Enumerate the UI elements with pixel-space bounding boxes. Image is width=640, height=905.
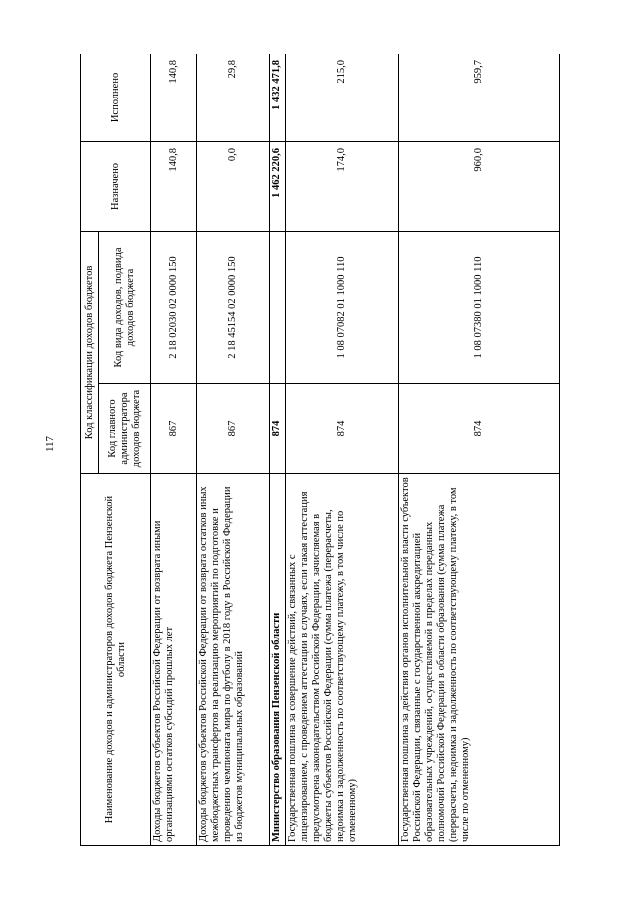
row-income-code: 2 18 45154 02 0000 150	[197, 231, 270, 383]
row-admin-code: 874	[398, 384, 559, 474]
table-row	[197, 54, 270, 846]
row-assigned: 140,8	[151, 141, 197, 231]
row-assigned: 0,0	[197, 141, 270, 231]
row-income-code: 2 18 02030 02 0000 150	[151, 231, 197, 383]
row-name: Государственная пошлина за действия органов исполнительной власти субъектов Российской Федерации, связанные с государственной аккредитацией образовательных учреждений, осуществляемой в пределах переданных полномочий Российской Федерации в области образования (сумма платежа (перерасчеты, недоимка и задолженность по соответствующему платежу, в том числе по отмененному)	[398, 474, 559, 846]
row-assigned: 174,0	[285, 141, 398, 231]
table-row	[398, 54, 559, 846]
row-executed: 215,0	[285, 54, 398, 141]
row-income-code: 1 08 07380 01 1000 110	[398, 231, 559, 383]
row-income-code: 1 08 07082 01 1000 110	[285, 231, 398, 383]
row-admin-code: 874	[269, 384, 285, 474]
row-name: Доходы бюджетов субъектов Российской Федерации от возврата иными организациями остатков субсидий прошлых лет	[151, 474, 197, 846]
row-admin-code: 867	[197, 384, 270, 474]
row-name: Министерство образования Пензенской области	[269, 474, 285, 846]
row-assigned: 960,0	[398, 141, 559, 231]
row-admin-code: 874	[285, 384, 398, 474]
income-table	[80, 54, 560, 846]
header-admin-code: Код главного администратора доходов бюджета	[99, 384, 151, 474]
row-name: Доходы бюджетов субъектов Российской Федерации от возврата остатков иных межбюджетных трансфертов на реализацию мероприятий по подготовке и проведению чемпионата мира по футболу в 2018 году в Российской Федерации из бюджетов муниципальных образований	[197, 474, 270, 846]
row-executed: 959,7	[398, 54, 559, 141]
table-row	[269, 54, 285, 846]
table-row	[151, 54, 197, 846]
row-admin-code: 867	[151, 384, 197, 474]
row-income-code	[269, 231, 285, 383]
row-executed: 29,8	[197, 54, 270, 141]
page-number: 117	[44, 435, 56, 453]
table-container	[80, 54, 560, 846]
header-name: Наименование доходов и администраторов доходов бюджета Пензенской области	[81, 474, 151, 846]
row-executed: 1 432 471,8	[269, 54, 285, 141]
row-name: Государственная пошлина за совершение действий, связанных с лицензированием, с проведением аттестации в случаях, если такая аттестация предусмотрена законодательством Российской Федерации, зачисляемая в бюджеты субъектов Российской Федерации (сумма платежа (перерасчеты, недоимка и задолженность по соответствующему платежу, в том числе по отмененному)	[285, 474, 398, 846]
table-row	[285, 54, 398, 846]
rotated-table-frame	[80, 54, 560, 846]
header-income-code: Код вида доходов, подвида доходов бюджета	[99, 231, 151, 383]
header-assigned: Назначено	[81, 141, 151, 231]
row-executed: 140,8	[151, 54, 197, 141]
header-executed: Исполнено	[81, 54, 151, 141]
row-assigned: 1 462 220,6	[269, 141, 285, 231]
header-code-group: Код классификации доходов бюджетов	[81, 231, 99, 473]
